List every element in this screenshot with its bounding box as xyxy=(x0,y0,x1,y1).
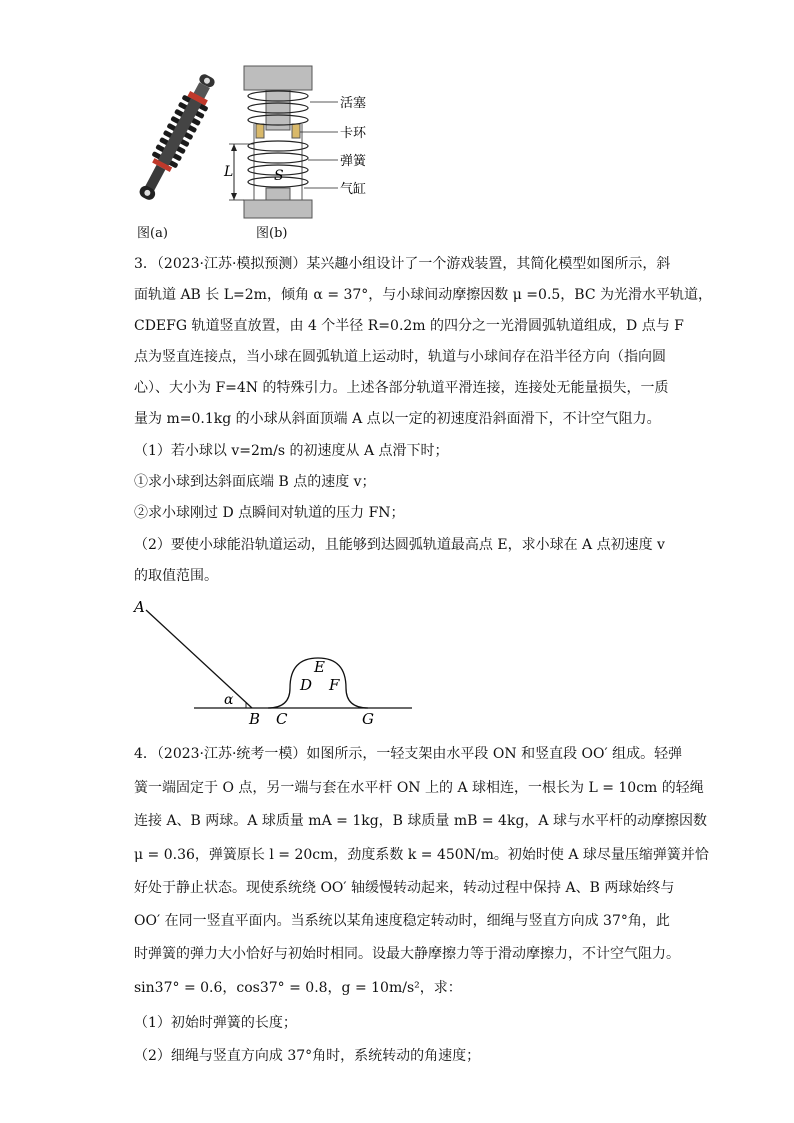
q4-line-8: sin37° = 0.6，cos37° = 0.8，g = 10m/s²，求： xyxy=(134,980,462,996)
figure-b-caption: 图(b) xyxy=(256,226,288,241)
label-cylinder: 气缸 xyxy=(340,182,367,197)
q3-line-1: 3．（2023·江苏·模拟预测）某兴趣小组设计了一个游戏装置，其简化模型如图所示，斜 xyxy=(134,256,671,272)
label-alpha: α xyxy=(224,692,234,708)
incline-AB xyxy=(146,610,252,708)
q3-line-7: （1）若小球以 v=2m/s 的初速度从 A 点滑下时； xyxy=(134,443,449,459)
shock-absorber-photo xyxy=(128,64,224,214)
q4-line-1: 4．（2023·江苏·统考一模）如图所示，一轻支架由水平段 ON 和竖直段 OO′ 组成。轻弹 xyxy=(134,746,683,762)
label-C: C xyxy=(276,710,288,728)
q4-line-5: 好处于静止状态。现使系统绕 OO′ 轴缓慢转动起来，转动过程中保持 A、B 两球始终与 xyxy=(134,880,675,896)
label-L: L xyxy=(224,164,234,180)
ring-right xyxy=(292,124,300,138)
label-piston: 活塞 xyxy=(340,96,367,111)
q3-line-8: ①求小球到达斜面底端 B 点的速度 v； xyxy=(134,474,376,490)
q3-line-6: 量为 m=0.1kg 的小球从斜面顶端 A 点以一定的初速度沿斜面滑下，不计空气阻力。 xyxy=(134,411,661,427)
label-F: F xyxy=(329,676,340,694)
label-spring: 弹簧 xyxy=(340,154,367,169)
label-S: S xyxy=(274,168,284,184)
figure-b-spring-cylinder xyxy=(220,62,390,222)
label-E: E xyxy=(314,658,325,676)
q4-line-2: 簧一端固定于 O 点，另一端与套在水平杆 ON 上的 A 球相连，一根长为 L = 10cm 的轻绳 xyxy=(134,780,704,796)
label-D: D xyxy=(300,676,313,694)
q3-line-4: 点为竖直连接点，当小球在圆弧轨道上运动时，轨道与小球间存在沿半径方向（指向圆 xyxy=(134,349,666,365)
figure-a-caption: 图(a) xyxy=(137,226,168,241)
q3-line-9: ②求小球刚过 D 点瞬间对轨道的压力 FN； xyxy=(134,505,405,521)
q4-line-7: 时弹簧的弹力大小恰好与初始时相同。设最大静摩擦力等于滑动摩擦力，不计空气阻力。 xyxy=(134,946,680,962)
label-B: B xyxy=(249,710,261,728)
label-ring: 卡环 xyxy=(340,126,367,141)
q4-line-4: μ = 0.36，弹簧原长 l = 20cm，劲度系数 k = 450N/m。初始时使 A 球尽量压缩弹簧并恰 xyxy=(134,847,709,863)
q4-line-10: （2）细绳与竖直方向成 37°角时，系统转动的角速度； xyxy=(134,1048,481,1064)
q3-line-2: 面轨道 AB 长 L=2m，倾角 α = 37°，与小球间动摩擦因数 μ =0.5，BC 为光滑水平轨道， xyxy=(134,287,713,303)
ring-left xyxy=(256,124,264,138)
q3-line-5: 心）、大小为 F=4N 的特殊引力。上述各部分轨道平滑连接，连接处无能量损失，一质 xyxy=(134,380,669,396)
q3-track-diagram xyxy=(128,596,418,728)
q4-line-3: 连接 A、B 两球。A 球质量 mA = 1kg，B 球质量 mB = 4kg，A 球与水平杆的动摩擦因数 xyxy=(134,813,707,829)
q3-line-3: CDEFG 轨道竖直放置，由 4 个半径 R=0.2m 的四分之一光滑圆弧轨道组成，D 点与 F xyxy=(134,318,684,334)
q3-line-11: 的取值范围。 xyxy=(134,568,218,584)
label-A: A xyxy=(134,598,145,616)
q3-line-10: （2）要使小球能沿轨道运动，且能够到达圆弧轨道最高点 E，求小球在 A 点初速度 v xyxy=(134,537,665,553)
label-G: G xyxy=(362,710,374,728)
figure-a-shock-absorber xyxy=(128,64,224,214)
q4-line-6: OO′ 在同一竖直平面内。当系统以某角速度稳定转动时，细绳与竖直方向成 37°角，此 xyxy=(134,913,670,929)
q4-line-9: （1）初始时弹簧的长度； xyxy=(134,1015,297,1031)
